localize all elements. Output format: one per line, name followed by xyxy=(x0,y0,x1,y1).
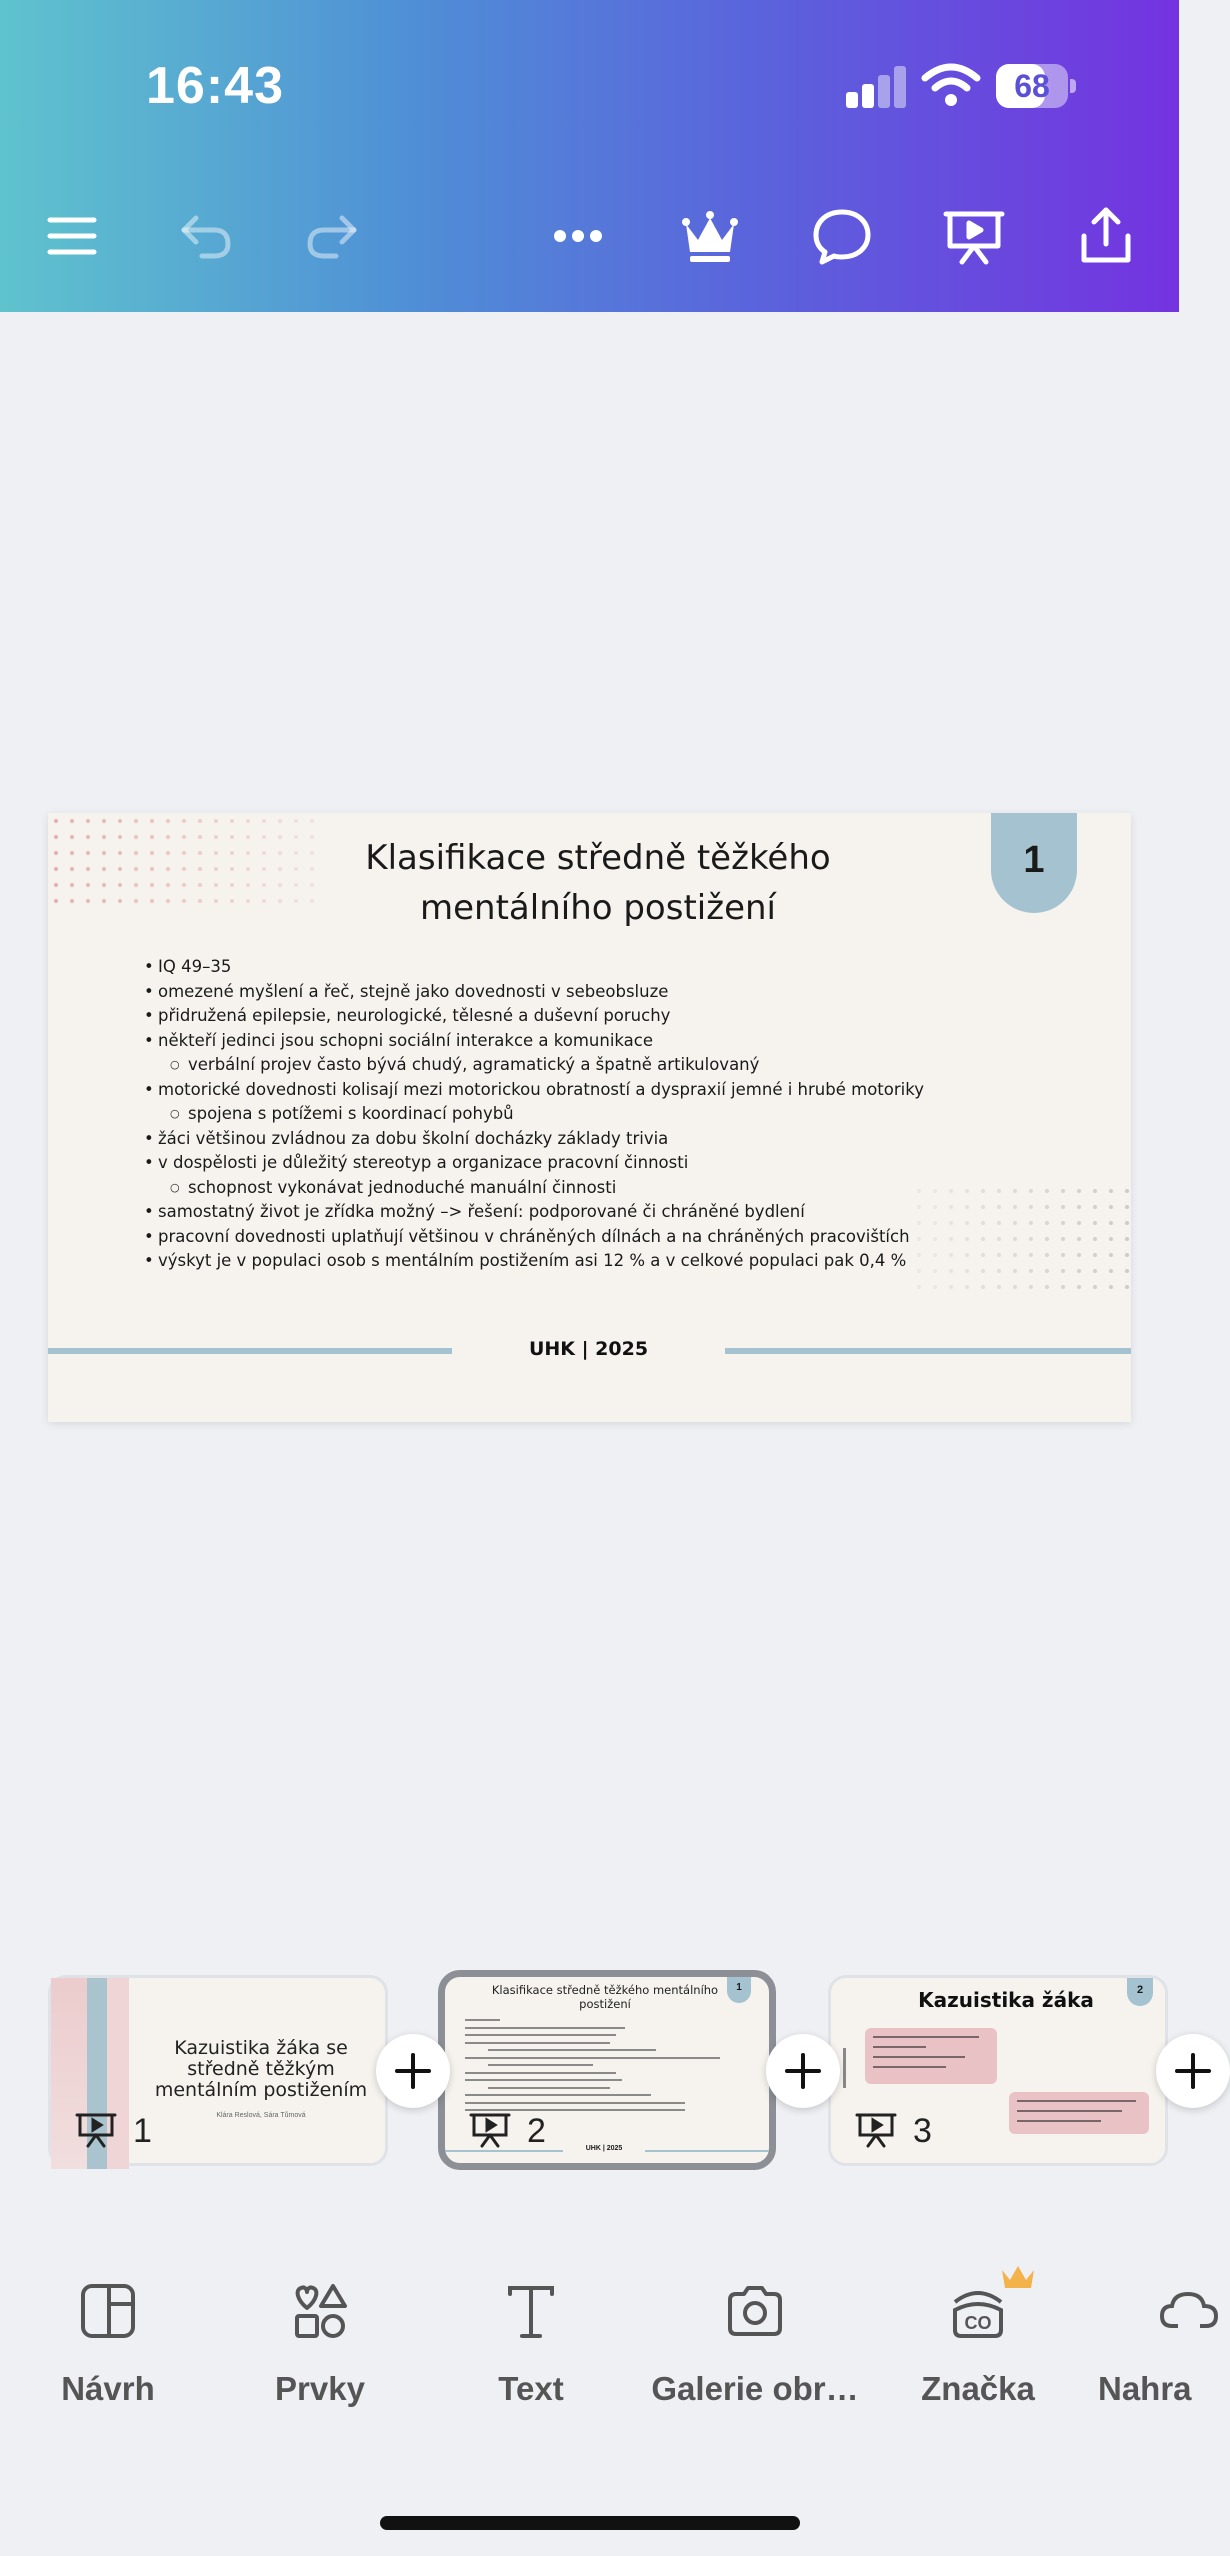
thumbnail-subtitle: Klára Reslová, Sára Tůmová xyxy=(216,2112,306,2119)
slide-page-badge xyxy=(991,813,1077,913)
page-thumbnail-2[interactable] xyxy=(438,1970,776,2170)
tool-brand[interactable] xyxy=(868,2280,1088,2408)
slide-bullet: • v dospělosti je důležitý stereotyp a organizace pracovní činnosti xyxy=(144,1151,1044,1176)
thumbnail-text-box xyxy=(1009,2092,1149,2134)
thumbnail-title: Klasifikace středně těžkého mentálního postižení xyxy=(491,1983,719,2011)
battery-icon xyxy=(996,64,1076,108)
redo-icon[interactable] xyxy=(296,200,368,272)
elements-icon xyxy=(289,2280,351,2342)
comment-icon[interactable] xyxy=(806,200,878,272)
slide-bullet: • přidružená epilepsie, neurologické, tělesné a duševní poruchy xyxy=(144,1004,1044,1029)
layout-icon xyxy=(77,2280,139,2342)
premium-crown-icon xyxy=(998,2262,1038,2292)
plus-icon xyxy=(1173,2051,1213,2091)
slide-bullet-list[interactable] xyxy=(144,955,1044,1274)
thumbnail-text-lines xyxy=(465,2019,755,2117)
page-thumbnail-1[interactable] xyxy=(48,1975,388,2166)
editor-header xyxy=(0,0,1179,312)
svg-text:CO: CO xyxy=(964,2313,992,2333)
slide-sub-bullet: ○ verbální projev často bývá chudý, agramatický a špatně artikulovaný xyxy=(144,1053,1044,1078)
tool-label: Značka xyxy=(921,2370,1035,2407)
battery-level: 68 xyxy=(1014,68,1050,104)
thumbnail-title: Kazuistika žáka se středně těžkým mentálním postižením xyxy=(154,2037,368,2101)
page-number: 2 xyxy=(527,2112,546,2150)
page-number: 1 xyxy=(133,2112,152,2150)
tool-label: Galerie obr… xyxy=(651,2370,859,2407)
add-page-button[interactable] xyxy=(376,2034,450,2108)
plus-icon xyxy=(393,2051,433,2091)
presentation-icon xyxy=(469,2111,511,2149)
slide-title[interactable]: Klasifikace středně těžkého mentálního postižení xyxy=(365,838,831,928)
slide-page-number: 1 xyxy=(1023,839,1045,881)
present-icon[interactable] xyxy=(938,200,1010,272)
thumbnail-badge: 2 xyxy=(1127,1978,1153,2006)
slide-footer[interactable]: UHK | 2025 xyxy=(528,1338,649,1360)
decorative-dots xyxy=(48,813,328,913)
tool-label: Návrh xyxy=(61,2370,155,2407)
home-indicator xyxy=(380,2516,800,2530)
page-number: 3 xyxy=(913,2112,932,2150)
cellular-signal-icon xyxy=(846,66,906,108)
crown-icon[interactable] xyxy=(674,200,746,272)
tool-design[interactable] xyxy=(0,2280,218,2408)
presentation-icon xyxy=(75,2111,117,2149)
tool-label: Prvky xyxy=(275,2370,365,2407)
page-thumbnail-3[interactable] xyxy=(828,1975,1168,2166)
thumbnail-footer-text: UHK | 2025 xyxy=(585,2145,623,2152)
slide-bullet: • omezené myšlení a řeč, stejně jako dovednosti v sebeobsluze xyxy=(144,980,1044,1005)
slide-sub-bullet: ○ schopnost vykonávat jednoduché manuální činnosti xyxy=(144,1176,1044,1201)
slide-bullet: • výskyt je v populaci osob s mentálním postižením asi 12 % a v celkové populaci pak 0,4 % xyxy=(144,1249,1044,1274)
thumbnail-badge: 1 xyxy=(727,1977,751,2003)
presentation-icon xyxy=(855,2111,897,2149)
tool-text[interactable] xyxy=(421,2280,641,2408)
menu-icon[interactable] xyxy=(36,200,108,272)
slide-bullet: • motorické dovednosti kolisají mezi motorickou obratností a dyspraxií jemné i hrubé motoriky xyxy=(144,1078,1044,1103)
slide-bullet: • pracovní dovednosti uplatňují většinou v chráněných dílnách a na chráněných pracovištích xyxy=(144,1225,1044,1250)
slide-bullet: • žáci většinou zvládnou za dobu školní docházky základy trivia xyxy=(144,1127,1044,1152)
more-icon[interactable] xyxy=(542,200,614,272)
text-icon xyxy=(500,2280,562,2342)
tool-label: Nahra xyxy=(1098,2370,1192,2407)
thumb-side-text xyxy=(843,2048,846,2088)
upload-icon xyxy=(1158,2280,1220,2342)
thumbnail-text-box xyxy=(865,2028,997,2084)
tool-uploads[interactable] xyxy=(1080,2280,1220,2408)
status-time: 16:43 xyxy=(146,57,284,115)
slide-bullet: • IQ 49–35 xyxy=(144,955,1044,980)
wifi-icon xyxy=(922,62,980,108)
tool-gallery[interactable] xyxy=(645,2280,865,2408)
tool-elements[interactable] xyxy=(210,2280,430,2408)
footer-line xyxy=(725,1348,1131,1354)
share-icon[interactable] xyxy=(1070,200,1142,272)
footer-line xyxy=(48,1348,452,1354)
add-page-button[interactable] xyxy=(1156,2034,1230,2108)
slide-sub-bullet: ○ spojena s potížemi s koordinací pohybů xyxy=(144,1102,1044,1127)
plus-icon xyxy=(783,2051,823,2091)
add-page-button[interactable] xyxy=(766,2034,840,2108)
slide-bullet: • samostatný život je zřídka možný –> řešení: podporované či chráněné bydlení xyxy=(144,1200,1044,1225)
undo-icon[interactable] xyxy=(170,200,242,272)
thumbnail-title: Kazuistika žáka xyxy=(918,1988,1094,2012)
slide-canvas[interactable] xyxy=(48,813,1131,1422)
tool-label: Text xyxy=(498,2370,564,2407)
slide-bullet: • někteří jedinci jsou schopni sociální interakce a komunikace xyxy=(144,1029,1044,1054)
camera-icon xyxy=(724,2280,786,2342)
